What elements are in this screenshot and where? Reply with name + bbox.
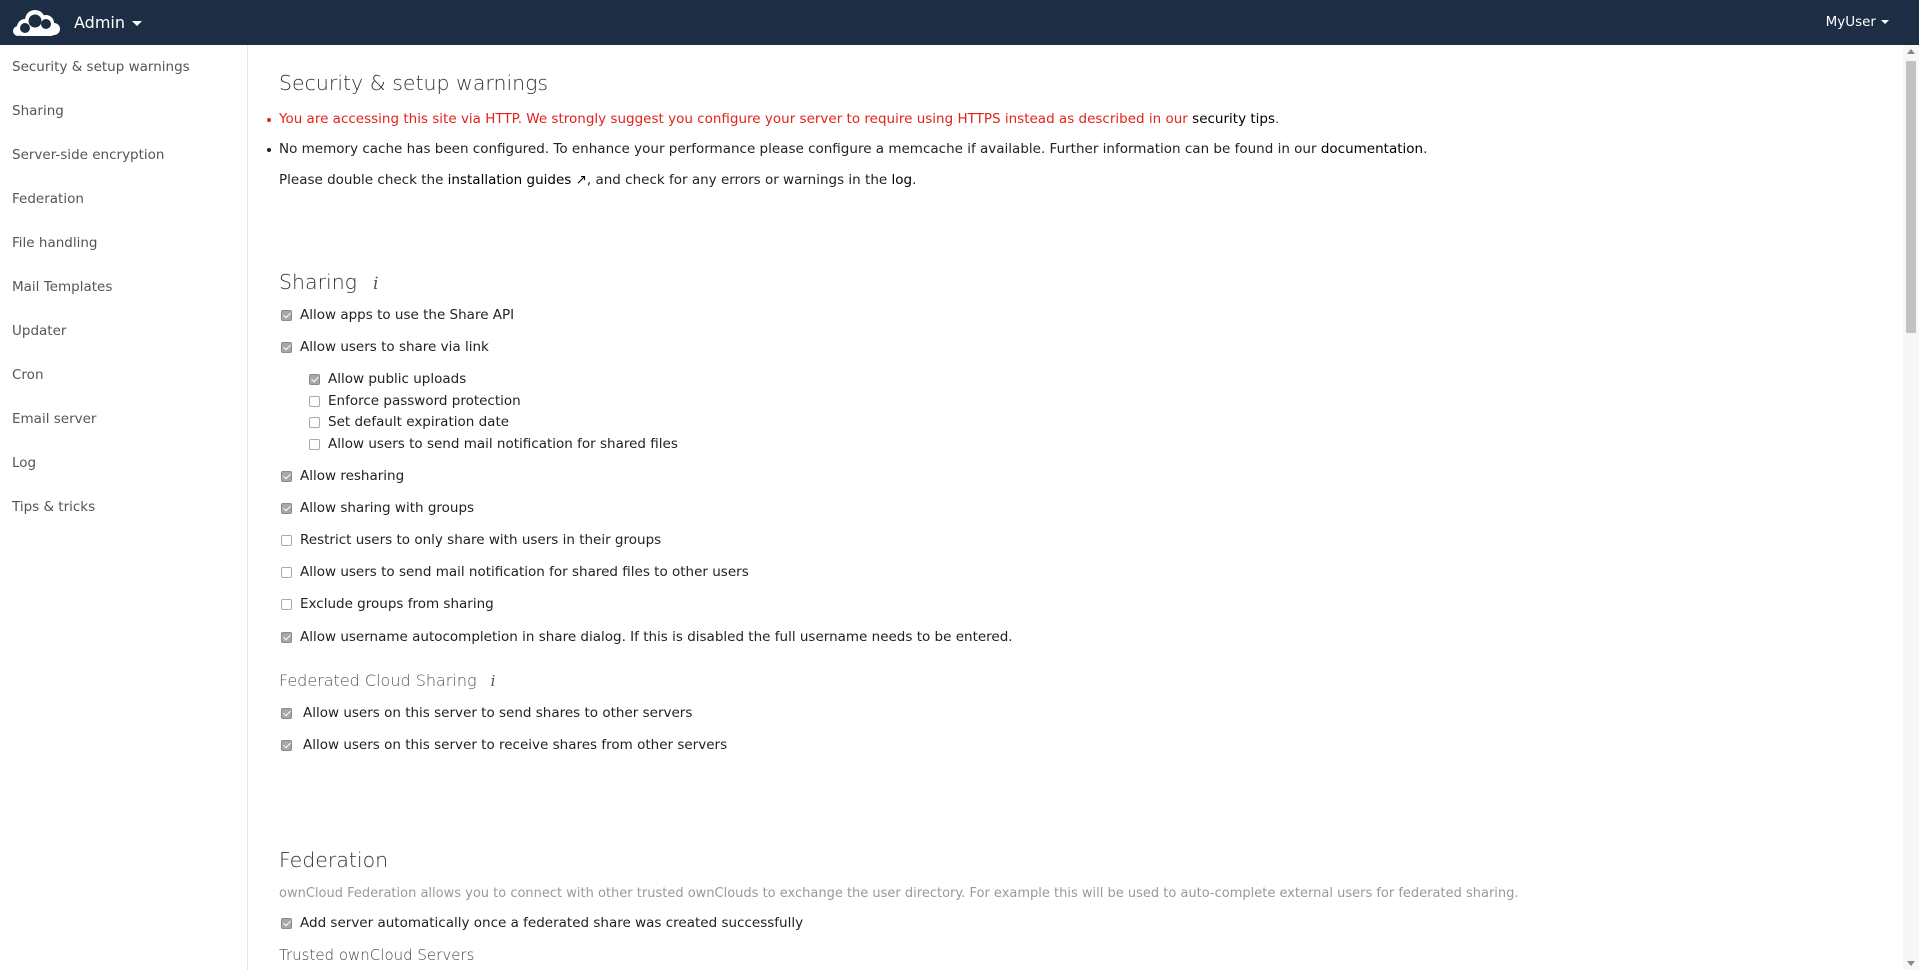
sharing-title-text: Sharing bbox=[279, 270, 357, 294]
option-label: Allow users to send mail notification for shared files to other users bbox=[300, 564, 749, 580]
default-expiration-option[interactable] bbox=[309, 414, 509, 430]
checkbox[interactable] bbox=[281, 708, 292, 719]
sidebar-item-label: Tips & tricks bbox=[12, 499, 96, 515]
option-label: Allow public uploads bbox=[328, 371, 467, 387]
option-label: Allow users to send mail notification for shared files bbox=[328, 436, 678, 452]
resharing-option[interactable] bbox=[281, 468, 404, 484]
federated-title-text: Federated Cloud Sharing bbox=[279, 671, 477, 690]
trusted-servers-title: Trusted ownCloud Servers bbox=[279, 946, 475, 964]
memcache-warning bbox=[279, 141, 1427, 157]
info-icon[interactable]: i bbox=[490, 672, 496, 690]
send-shares-option[interactable] bbox=[281, 705, 692, 721]
share-api-option[interactable] bbox=[281, 307, 514, 323]
checkbox[interactable] bbox=[281, 471, 292, 482]
warning-text: You are accessing this site via HTTP. We strongly suggest you configure your server to require using HTTPS instead as described in our bbox=[279, 111, 1193, 127]
option-label: Allow username autocompletion in share dialog. If this is disabled the full username needs to be entered. bbox=[300, 629, 1013, 645]
option-label: Add server automatically once a federated share was created successfully bbox=[300, 915, 804, 931]
sidebar-item-tips[interactable] bbox=[0, 485, 247, 529]
chevron-down-icon bbox=[132, 21, 142, 26]
warning-text: No memory cache has been configured. To enhance your performance please configure a memcache if available. Further information can be found in our bbox=[279, 141, 1321, 157]
sidebar-item-mail-templates[interactable] bbox=[0, 265, 247, 309]
mail-notification-option[interactable] bbox=[281, 564, 749, 580]
checkbox[interactable] bbox=[309, 374, 320, 385]
federated-sharing-section bbox=[279, 671, 1863, 753]
sidebar-item-label: Federation bbox=[12, 191, 84, 207]
option-label: Allow users on this server to send shares to other servers bbox=[303, 705, 693, 721]
scroll-down-arrow-icon[interactable] bbox=[1907, 961, 1915, 966]
receive-shares-option[interactable] bbox=[281, 737, 727, 753]
page-scrollbar[interactable] bbox=[1903, 45, 1919, 970]
auto-add-server-option[interactable] bbox=[281, 915, 803, 931]
checkbox[interactable] bbox=[281, 567, 292, 578]
sidebar-item-label: Server-side encryption bbox=[12, 147, 165, 163]
sidebar-item-label: Cron bbox=[12, 367, 44, 383]
scrollbar-thumb[interactable] bbox=[1906, 61, 1916, 333]
sidebar-item-label: Security & setup warnings bbox=[12, 59, 190, 75]
sidebar-item-security[interactable] bbox=[0, 45, 247, 89]
sidebar-item-label: Mail Templates bbox=[12, 279, 113, 295]
owncloud-logo-icon[interactable] bbox=[10, 6, 64, 38]
checkbox[interactable] bbox=[309, 396, 320, 407]
installation-guides-link[interactable]: installation guides ↗ bbox=[447, 172, 587, 188]
checkbox[interactable] bbox=[281, 632, 292, 643]
scroll-up-arrow-icon[interactable] bbox=[1907, 49, 1915, 54]
option-label: Exclude groups from sharing bbox=[300, 596, 494, 612]
app-menu-label: Admin bbox=[74, 13, 125, 32]
security-tips-link[interactable]: security tips bbox=[1192, 111, 1275, 127]
link-mail-notification-option[interactable] bbox=[309, 436, 678, 452]
option-label: Allow users to share via link bbox=[300, 339, 489, 355]
sidebar-item-sharing[interactable] bbox=[0, 89, 247, 133]
exclude-groups-option[interactable] bbox=[281, 596, 494, 612]
user-menu-dropdown[interactable] bbox=[1826, 0, 1889, 45]
documentation-link[interactable]: documentation bbox=[1320, 141, 1424, 157]
option-label: Allow apps to use the Share API bbox=[300, 307, 515, 323]
checkbox[interactable] bbox=[281, 342, 292, 353]
checkbox[interactable] bbox=[281, 310, 292, 321]
checkbox[interactable] bbox=[281, 599, 292, 610]
sidebar-item-encryption[interactable] bbox=[0, 133, 247, 177]
checkbox[interactable] bbox=[281, 503, 292, 514]
option-label: Allow sharing with groups bbox=[300, 500, 475, 516]
bullet-icon bbox=[267, 148, 271, 152]
admin-sidebar bbox=[0, 45, 248, 970]
sidebar-item-cron[interactable] bbox=[0, 353, 247, 397]
sidebar-item-log[interactable] bbox=[0, 441, 247, 485]
sidebar-item-label: Updater bbox=[12, 323, 67, 339]
sidebar-item-label: File handling bbox=[12, 235, 98, 251]
log-link[interactable]: log bbox=[891, 172, 913, 188]
chevron-down-icon bbox=[1881, 20, 1889, 24]
check-end: . bbox=[912, 172, 917, 188]
sidebar-item-label: Sharing bbox=[12, 103, 64, 119]
sidebar-item-label: Log bbox=[12, 455, 37, 471]
sidebar-item-label: Email server bbox=[12, 411, 97, 427]
restrict-groups-option[interactable] bbox=[281, 532, 661, 548]
warning-end: . bbox=[1275, 111, 1280, 127]
sidebar-item-email-server[interactable] bbox=[0, 397, 247, 441]
checkbox[interactable] bbox=[309, 417, 320, 428]
share-via-link-option[interactable] bbox=[281, 339, 489, 355]
app-menu-dropdown[interactable] bbox=[74, 0, 142, 45]
sidebar-item-file-handling[interactable] bbox=[0, 221, 247, 265]
warning-end: . bbox=[1423, 141, 1428, 157]
federation-description: ownCloud Federation allows you to connect with other trusted ownClouds to exchange the user directory. For example this will be used to auto-complete external users for federated sharing. bbox=[279, 886, 1519, 901]
section-title bbox=[279, 270, 1863, 294]
check-middle: , and check for any errors or warnings in the bbox=[586, 172, 892, 188]
http-warning bbox=[279, 111, 1279, 127]
enforce-password-option[interactable] bbox=[309, 393, 521, 409]
option-label: Set default expiration date bbox=[328, 414, 510, 430]
public-uploads-option[interactable] bbox=[309, 371, 466, 387]
subsection-title bbox=[279, 671, 1863, 690]
info-icon[interactable]: i bbox=[373, 274, 379, 294]
sidebar-item-updater[interactable] bbox=[0, 309, 247, 353]
sharing-section bbox=[279, 270, 1863, 645]
option-label: Allow users on this server to receive shares from other servers bbox=[303, 737, 728, 753]
username-autocompletion-option[interactable] bbox=[281, 629, 1013, 645]
share-with-groups-option[interactable] bbox=[281, 500, 474, 516]
checkbox[interactable] bbox=[281, 535, 292, 546]
option-label: Allow resharing bbox=[300, 468, 405, 484]
federation-section bbox=[279, 848, 1863, 964]
check-prefix: Please double check the bbox=[279, 172, 448, 188]
top-header-bar bbox=[0, 0, 1919, 45]
bullet-icon bbox=[267, 118, 271, 122]
option-label: Enforce password protection bbox=[328, 393, 521, 409]
check-guides-text bbox=[279, 172, 916, 188]
sidebar-item-federation[interactable] bbox=[0, 177, 247, 221]
admin-content bbox=[248, 45, 1903, 970]
section-title: Security & setup warnings bbox=[279, 71, 549, 95]
security-section bbox=[279, 71, 1863, 188]
section-title: Federation bbox=[279, 848, 389, 872]
option-label: Restrict users to only share with users in their groups bbox=[300, 532, 662, 548]
user-name: MyUser bbox=[1825, 14, 1876, 30]
checkbox[interactable] bbox=[281, 740, 292, 751]
checkbox[interactable] bbox=[309, 439, 320, 450]
checkbox[interactable] bbox=[281, 918, 292, 929]
